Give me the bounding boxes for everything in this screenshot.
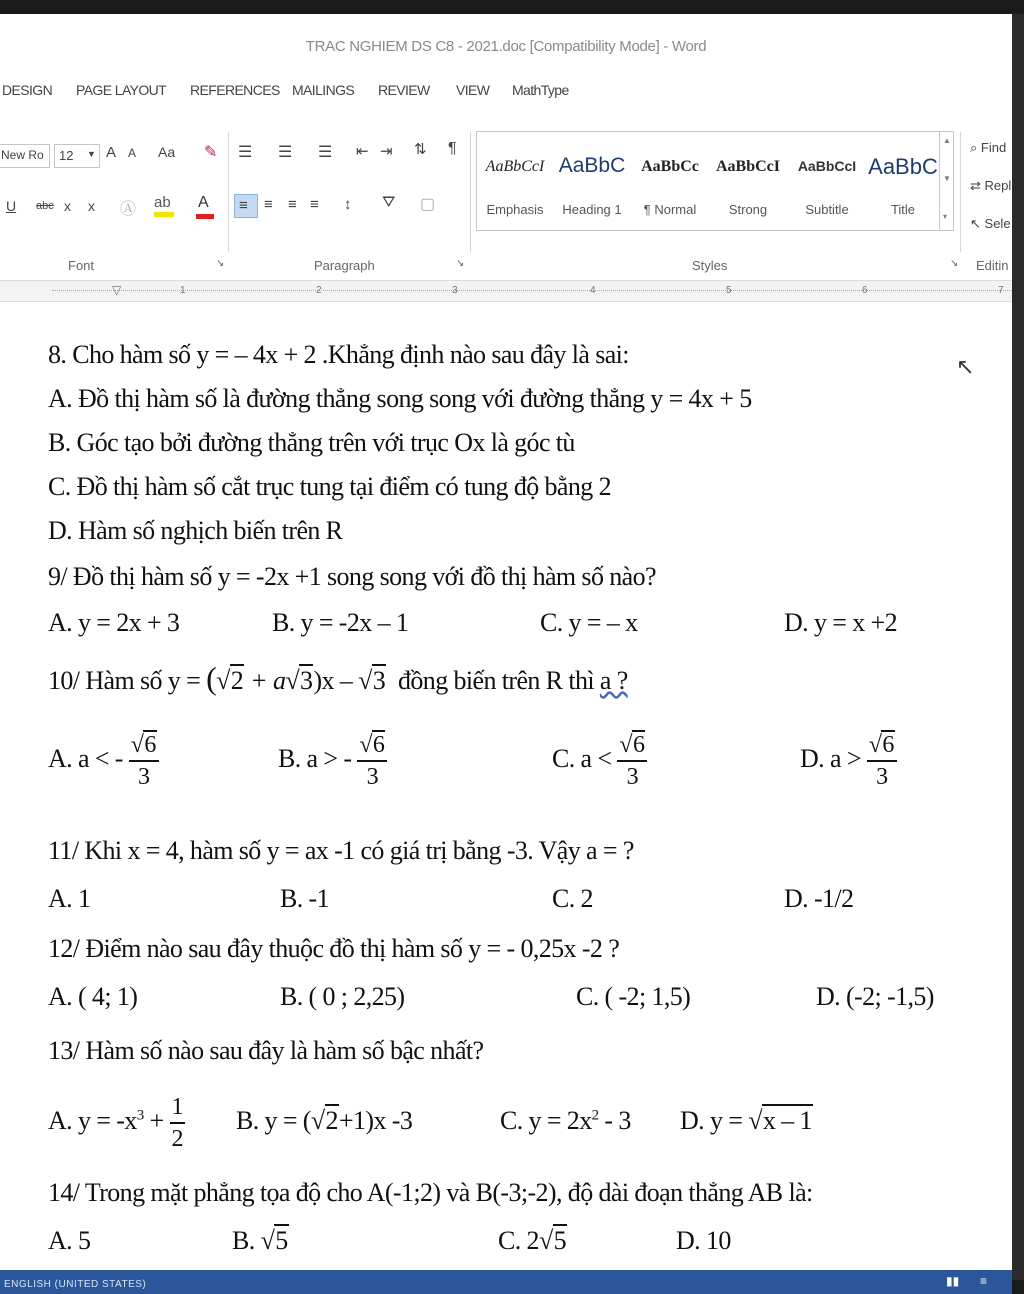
indent-marker-icon[interactable]: ▽	[112, 283, 122, 297]
chevron-down-icon[interactable]: ▼	[943, 174, 951, 183]
read-mode-icon[interactable]: ▮▮	[946, 1274, 960, 1288]
question-14-option-c	[498, 1226, 567, 1256]
binoculars-icon: ⌕	[970, 140, 978, 155]
font-size-box[interactable]	[54, 144, 100, 168]
screen-top-bezel	[0, 0, 1024, 14]
style-subtitle[interactable]	[787, 132, 867, 232]
tab-references[interactable]: REFERENCES	[190, 82, 280, 98]
editing-group-label: Editin	[976, 258, 1009, 273]
ruler-tick: 4	[590, 285, 596, 296]
font-color-icon[interactable]: A	[196, 194, 216, 218]
show-hide-button[interactable]: ¶	[448, 140, 457, 157]
option-suffix: - 3	[604, 1106, 631, 1135]
increase-indent-icon[interactable]: ⇥	[380, 143, 393, 160]
frac-num: 6	[372, 732, 385, 758]
replace-button[interactable]	[970, 178, 1011, 194]
style-name: Title	[890, 202, 916, 217]
ruler-tick: 3	[452, 285, 458, 296]
chevron-up-icon[interactable]: ▲	[943, 136, 951, 145]
sqrt-2: √2	[310, 1106, 338, 1135]
frac-den: 3	[366, 764, 378, 790]
tab-design[interactable]: DESIGN	[2, 82, 53, 98]
style-name: ¶ Normal	[643, 202, 697, 217]
option-label: C. a <	[552, 743, 612, 773]
question-13-option-c	[500, 1106, 631, 1136]
frac-den: 3	[138, 764, 150, 790]
frac-num: 6	[144, 732, 156, 758]
style-heading-1[interactable]	[553, 132, 631, 232]
status-bar	[0, 1270, 1012, 1294]
title-bar	[0, 14, 1012, 74]
horizontal-ruler[interactable]	[0, 280, 1012, 302]
bullets-icon[interactable]: ☰	[238, 144, 253, 161]
ruler-tick: 7	[998, 285, 1004, 296]
exponent: 2	[591, 1107, 599, 1124]
fraction: $\frac{√6}{3}$	[357, 730, 387, 792]
q10-prefix: 10/ Hàm số y =	[48, 666, 201, 695]
select-button[interactable]	[970, 216, 1011, 232]
dialog-launcher-icon[interactable]: ↘	[950, 258, 959, 269]
find-label: Find	[980, 140, 1007, 155]
borders-icon[interactable]: ▢	[420, 196, 436, 213]
ruler-tick: 1	[180, 285, 186, 296]
question-8-option-b: B. Góc tạo bởi đường thẳng trên với trục Ox là góc tù	[48, 428, 575, 457]
superscript-button[interactable]: x	[88, 198, 95, 214]
question-8-stem: 8. Cho hàm số y = – 4x + 2 .Khẳng định nào sau đây là sai:	[48, 340, 629, 369]
decrease-indent-icon[interactable]: ⇤	[356, 143, 369, 160]
style-name: Emphasis	[486, 202, 544, 217]
align-left-button[interactable]	[234, 194, 258, 218]
question-14-option-d: D. 10	[676, 1226, 731, 1255]
sqrt-x-minus-1: √x – 1	[748, 1106, 812, 1135]
screen-right-bezel	[1012, 14, 1024, 1280]
language-status[interactable]: ENGLISH (UNITED STATES)	[4, 1279, 147, 1290]
multilevel-list-icon[interactable]: ☰	[318, 144, 333, 161]
sqrt-3: √3	[358, 666, 386, 695]
option-label: C. y = 2x	[500, 1106, 592, 1135]
tab-view[interactable]: VIEW	[456, 82, 490, 98]
sqrt-5: √5	[538, 1226, 567, 1255]
question-10-stem	[48, 660, 628, 697]
option-label: D. a >	[800, 743, 861, 773]
dialog-launcher-icon[interactable]: ↘	[456, 258, 465, 269]
word-window	[0, 14, 1012, 1290]
text-effects-icon[interactable]: Ⓐ	[120, 201, 137, 218]
align-right-icon[interactable]: ≡	[288, 196, 297, 213]
question-14-option-b	[232, 1226, 289, 1256]
question-11-option-c: C. 2	[552, 884, 593, 913]
question-8-option-a: A. Đồ thị hàm số là đường thẳng song song với đường thẳng y = 4x + 5	[48, 384, 752, 413]
question-10-option-c	[552, 730, 647, 792]
q10-suffix: đồng biến trên R thì	[398, 666, 594, 695]
q10-close: )x –	[313, 666, 353, 695]
replace-label: Repl	[984, 178, 1012, 193]
ruler-tick: 2	[316, 285, 322, 296]
fraction: $\frac{√6}{3}$	[617, 730, 647, 792]
question-13-option-b	[236, 1106, 412, 1136]
question-12-option-c: C. ( -2; 1,5)	[576, 982, 691, 1011]
question-9-option-c: C. y = – x	[540, 608, 638, 637]
font-name-box[interactable]	[0, 144, 50, 168]
option-label: A. a < -	[48, 743, 123, 773]
style-emphasis[interactable]	[477, 132, 553, 232]
frac-den: 2	[171, 1126, 183, 1152]
print-layout-icon[interactable]: ≡	[980, 1274, 988, 1288]
question-11-option-b: B. -1	[280, 884, 330, 913]
question-12-option-b: B. ( 0 ; 2,25)	[280, 982, 405, 1011]
fraction: $\frac{√6}{3}$	[867, 730, 897, 792]
ruler-tick: 5	[726, 285, 732, 296]
strikethrough-button[interactable]: abc	[36, 200, 54, 212]
frac-num: 1	[170, 1092, 185, 1124]
option-label: B. y = (	[236, 1106, 311, 1135]
question-12-option-a: A. ( 4; 1)	[48, 982, 138, 1011]
question-9-option-a: A. y = 2x + 3	[48, 608, 180, 637]
question-10-option-a	[48, 730, 159, 792]
frac-num: 6	[632, 732, 645, 758]
frac-den: 3	[876, 764, 888, 790]
question-14-option-a: A. 5	[48, 1226, 91, 1255]
tab-review[interactable]: REVIEW	[378, 82, 430, 98]
q10-tail: a ?	[599, 666, 628, 695]
question-8-option-d: D. Hàm số nghịch biến trên R	[48, 516, 343, 545]
style-name: Subtitle	[805, 202, 849, 217]
highlight-icon[interactable]: ab	[154, 194, 176, 214]
option-label: D. y =	[680, 1106, 743, 1135]
question-13-option-a	[48, 1092, 185, 1154]
option-label: C. 2	[498, 1226, 539, 1255]
chevron-down-icon: ▼	[87, 149, 96, 159]
style-strong[interactable]	[709, 132, 787, 232]
paragraph-group-label: Paragraph	[314, 258, 375, 273]
fraction: $\frac{√6}{3}$	[129, 730, 159, 792]
question-12-stem: 12/ Điểm nào sau đây thuộc đồ thị hàm số y = - 0,25x -2 ?	[48, 934, 620, 963]
align-center-icon[interactable]: ≡	[264, 196, 273, 213]
question-10-option-d	[800, 730, 897, 792]
question-13-option-d	[680, 1106, 813, 1136]
change-case-button[interactable]: Aa	[158, 144, 176, 160]
question-14-stem: 14/ Trong mặt phẳng tọa độ cho A(-1;2) và B(-3;-2), độ dài đoạn thẳng AB là:	[48, 1178, 813, 1207]
replace-icon: ⇄	[970, 178, 981, 193]
styles-group-label: Styles	[692, 258, 728, 273]
separator	[228, 132, 229, 252]
style-sample: AaBbCcI	[715, 158, 780, 175]
style-sample: AaBbC	[868, 154, 938, 179]
sqrt-5: √5	[260, 1226, 288, 1255]
exponent: 3	[136, 1107, 144, 1124]
more-styles-icon[interactable]: ▾	[943, 212, 948, 221]
font-name-value: New Ro	[1, 148, 44, 162]
select-label: Sele	[984, 216, 1011, 231]
question-8-option-c: C. Đồ thị hàm số cắt trục tung tại điểm có tung độ bằng 2	[48, 472, 611, 501]
question-9-option-b: B. y = -2x – 1	[272, 608, 409, 637]
grow-font-button[interactable]: A	[106, 144, 117, 161]
style-sample: AaBbCcI	[797, 158, 857, 174]
ruler-scale	[52, 290, 1012, 294]
question-10-option-b	[278, 730, 387, 792]
style-normal[interactable]	[631, 132, 709, 232]
separator	[470, 132, 471, 252]
find-button[interactable]	[970, 140, 1006, 156]
numbering-icon[interactable]: ☰	[278, 144, 293, 161]
ribbon	[0, 122, 1012, 282]
ruler-tick: 6	[862, 285, 868, 296]
question-9-option-d: D. y = x +2	[784, 608, 898, 637]
style-title[interactable]	[867, 132, 939, 232]
styles-scrollbar[interactable]	[939, 132, 954, 230]
tab-page-layout[interactable]: PAGE LAYOUT	[76, 82, 167, 98]
ribbon-tabs	[0, 74, 1012, 108]
style-name: Strong	[728, 202, 768, 217]
font-group-label: Font	[68, 258, 95, 273]
clear-format-icon[interactable]: ✎	[204, 144, 218, 161]
cursor-icon: ↖	[970, 216, 981, 231]
underline-button[interactable]: U	[6, 198, 17, 214]
style-sample: AaBbC	[558, 154, 626, 177]
document-page[interactable]	[0, 302, 1012, 1255]
style-sample: AaBbCc	[641, 158, 699, 175]
shading-icon[interactable]: ⛛	[382, 194, 396, 211]
q10-plus-a: + a	[250, 666, 286, 695]
question-9-stem: 9/ Đồ thị hàm số y = -2x +1 song song với đồ thị hàm số nào?	[48, 562, 656, 591]
shrink-font-button[interactable]: A	[128, 146, 137, 160]
sqrt-2: √2	[216, 666, 244, 695]
question-13-stem: 13/ Hàm số nào sau đây là hàm số bậc nhất?	[48, 1036, 484, 1065]
option-label: B. a > -	[278, 743, 352, 773]
sort-icon[interactable]: ⇅	[414, 141, 427, 158]
frac-den: 3	[626, 764, 639, 790]
window-title: TRAC NGHIEM DS C8 - 2021.doc [Compatibility Mode] - Word	[305, 38, 707, 55]
separator	[960, 132, 961, 252]
styles-gallery	[476, 131, 954, 231]
option-label: A. y = -x	[48, 1105, 137, 1135]
mouse-cursor-icon: ↖	[956, 354, 975, 379]
option-label: B.	[232, 1226, 255, 1255]
dialog-launcher-icon[interactable]: ↘	[216, 258, 225, 269]
font-size-value: 12	[59, 148, 74, 163]
option-suffix: +1)x -3	[338, 1106, 413, 1135]
fraction	[170, 1092, 185, 1154]
q10-open-paren: (	[206, 660, 217, 696]
question-12-option-d: D. (-2; -1,5)	[816, 982, 934, 1011]
frac-num: 6	[882, 732, 894, 758]
sqrt-3: √3	[285, 666, 313, 695]
line-spacing-icon[interactable]: ↕	[344, 196, 352, 213]
tab-mathtype[interactable]: MathType	[512, 82, 569, 98]
question-11-stem: 11/ Khi x = 4, hàm số y = ax -1 có giá trị bằng -3. Vậy a = ?	[48, 836, 634, 865]
align-left-icon: ≡	[239, 197, 248, 214]
style-sample: AaBbCcI	[485, 158, 545, 175]
plus-sign: +	[149, 1105, 164, 1135]
subscript-button[interactable]: x	[64, 198, 71, 214]
question-11-option-d: D. -1/2	[784, 884, 854, 913]
tab-mailings[interactable]: MAILINGS	[292, 82, 355, 98]
question-11-option-a: A. 1	[48, 884, 91, 913]
justify-icon[interactable]: ≡	[310, 196, 319, 213]
style-name: Heading 1	[562, 202, 622, 217]
